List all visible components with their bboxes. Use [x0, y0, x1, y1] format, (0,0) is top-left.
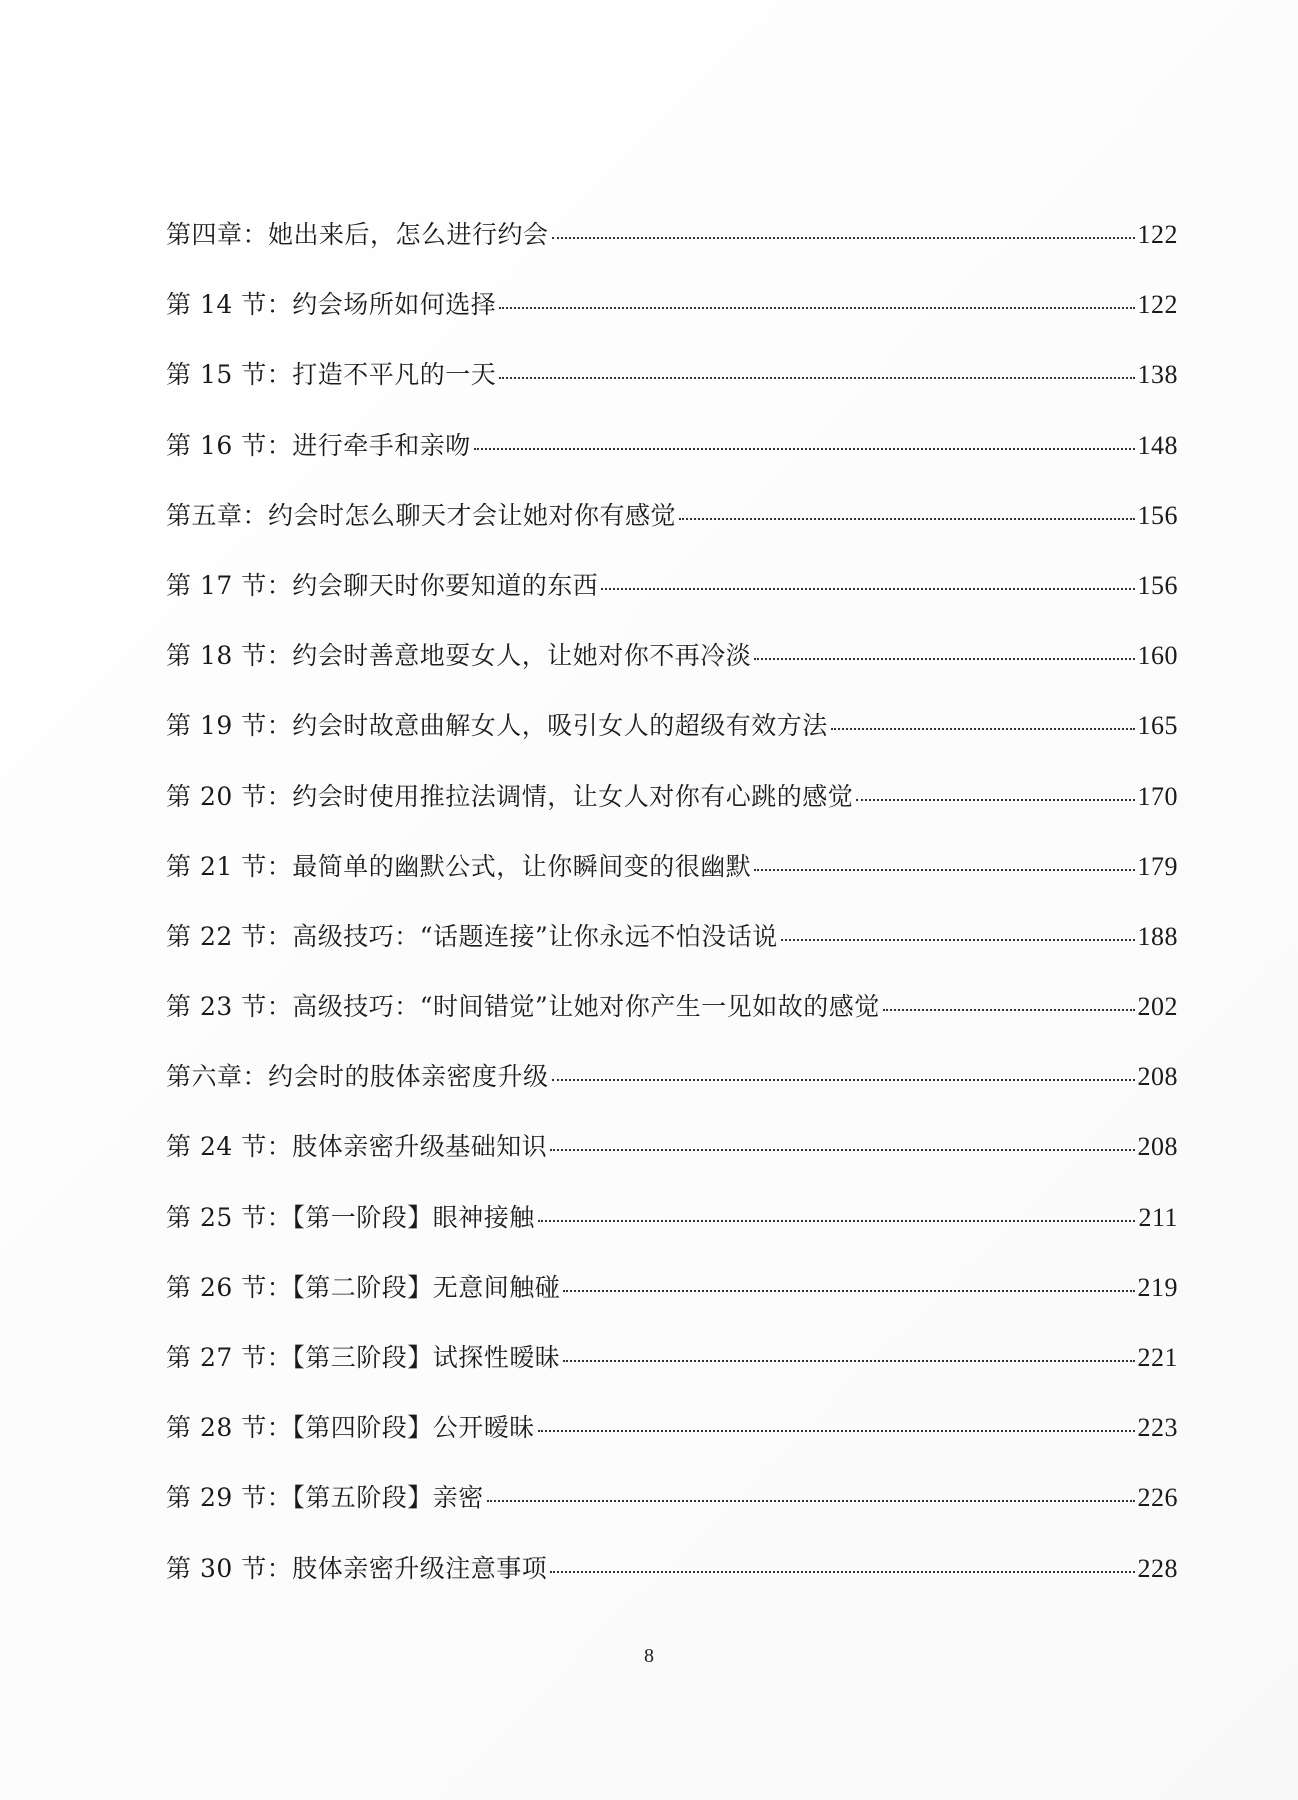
toc-leader-dots [538, 1430, 1135, 1432]
toc-entry-page: 221 [1137, 1343, 1178, 1372]
toc-entry-title: 第 15 节：打造不平凡的一天 [166, 360, 497, 390]
toc-leader-dots [856, 799, 1134, 801]
toc-entry-title: 第 29 节：【第五阶段】亲密 [166, 1483, 484, 1513]
toc-leader-dots [552, 237, 1135, 239]
toc-entry[interactable] [166, 1343, 1178, 1413]
toc-entry[interactable] [166, 852, 1178, 922]
toc-entry-title: 第四章：她出来后，怎么进行约会 [166, 220, 549, 249]
toc-entry-title: 第 25 节：【第一阶段】眼神接触 [166, 1202, 535, 1232]
toc-entry-page: 202 [1137, 992, 1178, 1022]
toc-entry-title: 第 19 节：约会时故意曲解女人，吸引女人的超级有效方法 [166, 711, 828, 741]
toc-entry[interactable] [166, 360, 1178, 430]
page-number: 8 [644, 1645, 654, 1667]
toc-entry[interactable] [166, 1203, 1178, 1273]
toc-leader-dots [831, 728, 1135, 730]
toc-entry[interactable] [166, 1413, 1178, 1483]
toc-entry[interactable] [166, 1062, 1178, 1132]
toc-leader-dots [550, 1149, 1134, 1151]
toc-entry-page: 226 [1137, 1483, 1178, 1513]
toc-entry-page: 122 [1137, 220, 1178, 249]
toc-entry[interactable] [166, 290, 1178, 360]
toc-entry[interactable] [166, 1554, 1178, 1624]
toc-entry[interactable] [166, 641, 1178, 711]
toc-entry[interactable] [166, 711, 1178, 781]
toc-leader-dots [754, 658, 1134, 660]
toc-entry-title: 第 16 节：进行牵手和亲吻 [166, 430, 471, 460]
toc-entry[interactable] [166, 1132, 1178, 1202]
toc-entry[interactable] [166, 922, 1178, 992]
toc-entry-page: 165 [1137, 711, 1178, 741]
toc-entry-title: 第 22 节：高级技巧：“话题连接”让你永远不怕没话说 [166, 921, 778, 951]
toc-leader-dots [552, 1079, 1135, 1081]
toc-entry-page: 188 [1137, 921, 1178, 951]
toc-entry-page: 160 [1137, 641, 1178, 671]
toc-entry[interactable] [166, 992, 1178, 1062]
toc-entry-page: 228 [1137, 1553, 1178, 1583]
toc-entry-title: 第 14 节：约会场所如何选择 [166, 290, 497, 320]
toc-leader-dots [601, 588, 1134, 590]
toc-entry[interactable] [166, 431, 1178, 501]
toc-leader-dots [754, 869, 1134, 871]
toc-entry-page: 138 [1137, 360, 1178, 390]
toc-entry-title: 第 21 节：最简单的幽默公式，让你瞬间变的很幽默 [166, 851, 752, 881]
toc-entry[interactable] [166, 501, 1178, 571]
toc-entry-page: 148 [1137, 430, 1178, 460]
toc-entry-title: 第 30 节：肢体亲密升级注意事项 [166, 1553, 548, 1583]
toc-entry-page: 219 [1137, 1272, 1178, 1302]
toc-entry[interactable] [166, 571, 1178, 641]
toc-leader-dots [538, 1220, 1136, 1222]
toc-entry-title: 第 23 节：高级技巧：“时间错觉”让她对你产生一见如故的感觉 [166, 992, 880, 1022]
table-of-contents [166, 220, 1178, 1624]
toc-entry[interactable] [166, 1273, 1178, 1343]
toc-entry-title: 第 24 节：肢体亲密升级基础知识 [166, 1132, 548, 1162]
toc-entry[interactable] [166, 782, 1178, 852]
toc-leader-dots [883, 1009, 1135, 1011]
toc-entry-page: 223 [1137, 1413, 1178, 1443]
toc-entry[interactable] [166, 1483, 1178, 1553]
toc-leader-dots [679, 518, 1134, 520]
toc-entry-title: 第 17 节：约会聊天时你要知道的东西 [166, 570, 599, 600]
toc-leader-dots [563, 1360, 1134, 1362]
toc-entry-page: 179 [1137, 851, 1178, 881]
toc-leader-dots [781, 939, 1135, 941]
toc-entry-page: 208 [1137, 1062, 1178, 1092]
toc-entry-title: 第 18 节：约会时善意地耍女人，让她对你不再冷淡 [166, 641, 752, 671]
toc-entry-title: 第 28 节：【第四阶段】公开暧昧 [166, 1413, 535, 1443]
toc-entry-page: 211 [1138, 1202, 1178, 1232]
toc-entry-page: 122 [1137, 290, 1178, 320]
toc-entry-title: 第 26 节：【第二阶段】无意间触碰 [166, 1272, 561, 1302]
toc-leader-dots [499, 377, 1134, 379]
toc-entry-title: 第 27 节：【第三阶段】试探性暧昧 [166, 1343, 561, 1372]
toc-entry-page: 156 [1137, 500, 1178, 530]
toc-entry-page: 156 [1137, 570, 1178, 600]
toc-entry-page: 170 [1137, 781, 1178, 811]
toc-leader-dots [563, 1290, 1134, 1292]
toc-entry-title: 第六章：约会时的肢体亲密度升级 [166, 1062, 549, 1092]
toc-leader-dots [550, 1571, 1134, 1573]
toc-entry-page: 208 [1137, 1132, 1178, 1162]
toc-entry[interactable] [166, 220, 1178, 290]
toc-entry-title: 第五章：约会时怎么聊天才会让她对你有感觉 [166, 500, 677, 530]
toc-entry-title: 第 20 节：约会时使用推拉法调情，让女人对你有心跳的感觉 [166, 781, 854, 811]
toc-leader-dots [499, 307, 1134, 309]
toc-leader-dots [487, 1500, 1135, 1502]
toc-leader-dots [474, 448, 1135, 450]
